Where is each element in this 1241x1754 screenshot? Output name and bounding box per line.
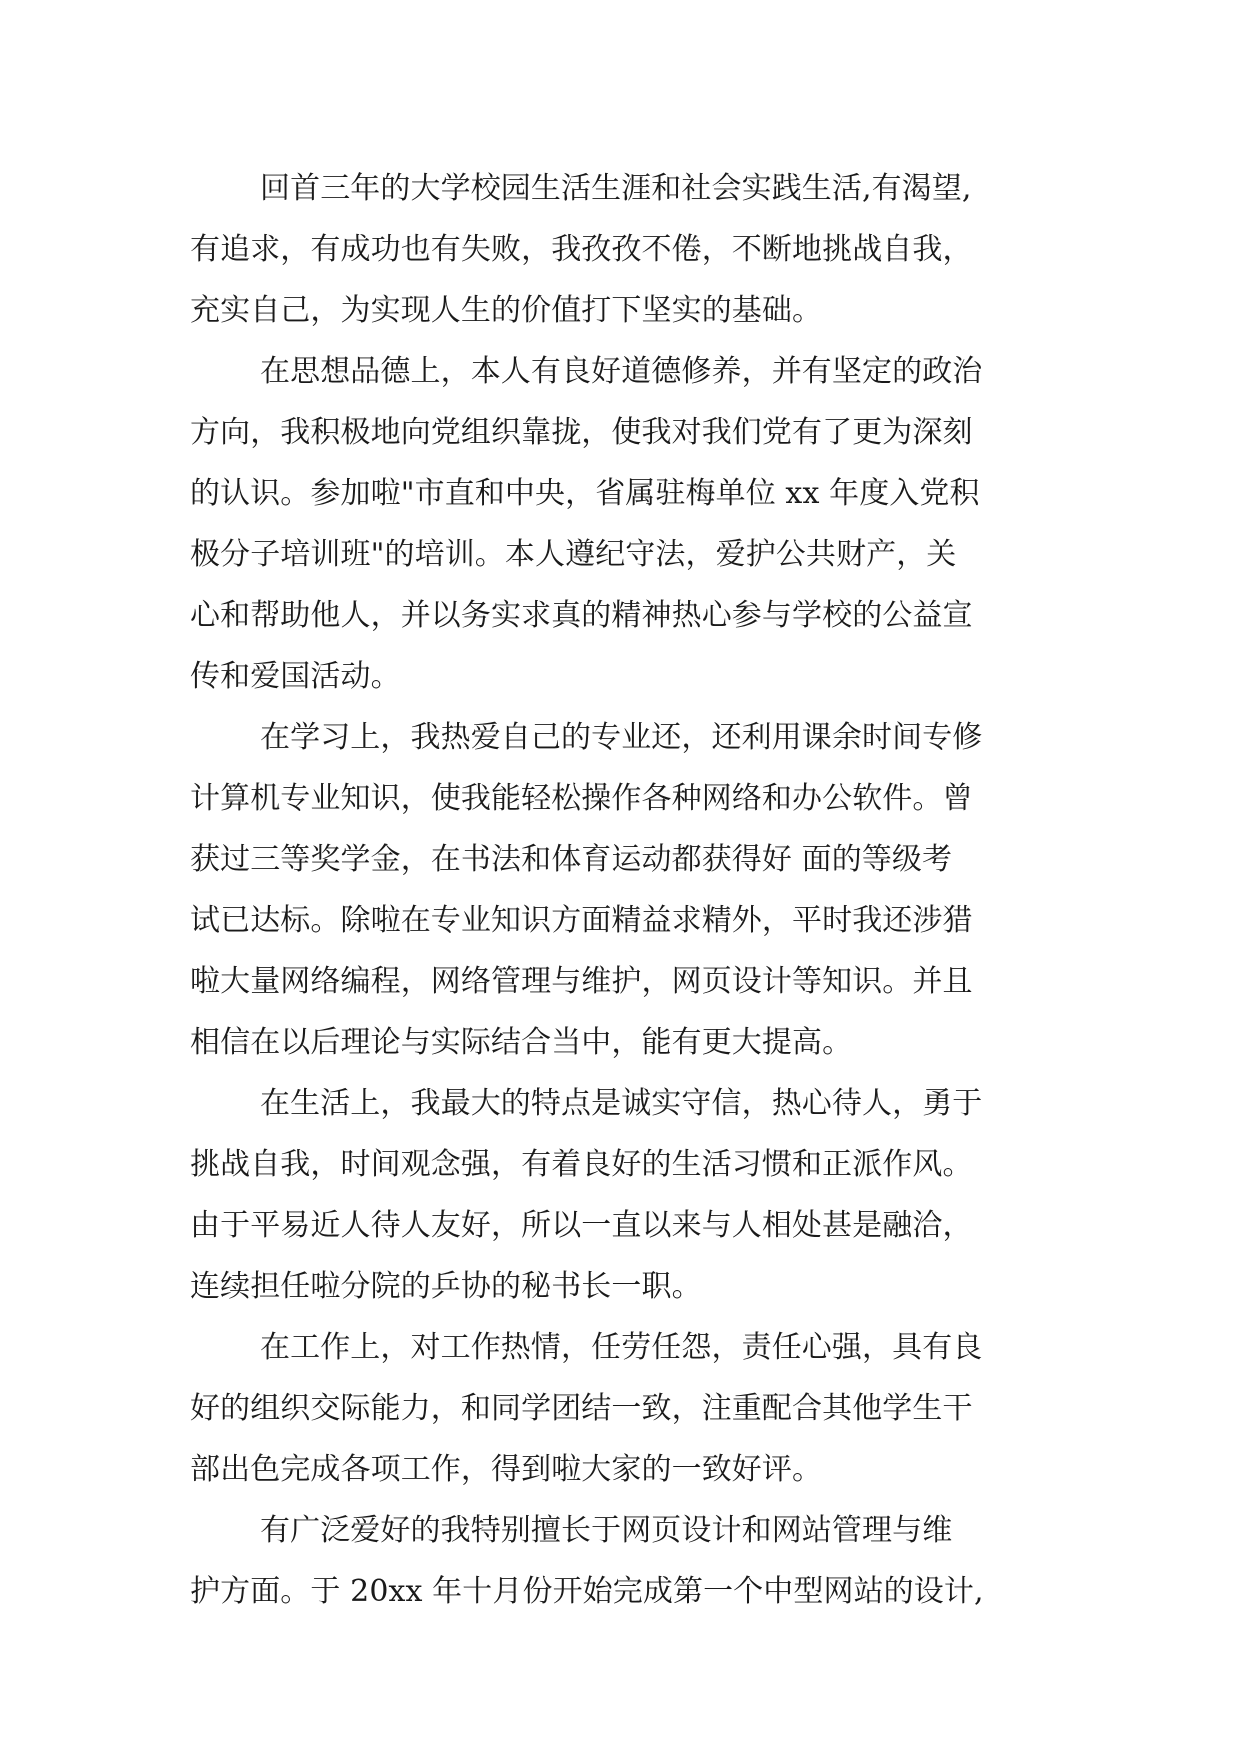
document-body	[190, 158, 1090, 1622]
paragraph-3-line-1: 在学习上，我热爱自己的专业还，还利用课余时间专修	[260, 720, 983, 755]
paragraph-6-line-1: 有广泛爱好的我特别擅长于网页设计和网站管理与维	[260, 1513, 953, 1548]
paragraph-4-line-3: 由于平易近人待人友好，所以一直以来与人相处甚是融洽，	[190, 1208, 973, 1243]
paragraph-5-line-1: 在工作上，对工作热情，任劳任怨，责任心强，具有良	[260, 1330, 983, 1365]
paragraph-6-line-2: 护方面。于 20xx 年十月份开始完成第一个中型网站的设计,	[190, 1574, 984, 1609]
paragraph-1-line-1: 回首三年的大学校园生活生涯和社会实践生活,有渴望,	[260, 171, 972, 206]
paragraph-1-line-3: 充实自己，为实现人生的价值打下坚实的基础。	[190, 293, 823, 328]
paragraph-3-line-3: 获过三等奖学金，在书法和体育运动都获得好 面的等级考	[190, 842, 953, 877]
paragraph-3-line-2: 计算机专业知识，使我能轻松操作各种网络和办公软件。曾	[190, 781, 973, 816]
paragraph-4-line-4: 连续担任啦分院的乒协的秘书长一职。	[190, 1269, 702, 1304]
paragraph-2-line-1: 在思想品德上，本人有良好道德修养，并有坚定的政治	[260, 354, 983, 389]
paragraph-2-line-2: 方向，我积极地向党组织靠拢，使我对我们党有了更为深刻	[190, 415, 973, 450]
paragraph-3-line-6: 相信在以后理论与实际结合当中，能有更大提高。	[190, 1025, 853, 1060]
paragraph-2-line-3: 的认识。参加啦"市直和中央，省属驻梅单位 xx 年度入党积	[190, 476, 980, 511]
paragraph-5-line-2: 好的组织交际能力，和同学团结一致，注重配合其他学生干	[190, 1391, 973, 1426]
paragraph-1-line-2: 有追求，有成功也有失败，我孜孜不倦，不断地挑战自我，	[190, 232, 973, 267]
paragraph-4-line-1: 在生活上，我最大的特点是诚实守信，热心待人，勇于	[260, 1086, 983, 1121]
paragraph-2-line-4: 极分子培训班"的培训。本人遵纪守法，爱护公共财产，关	[190, 537, 957, 572]
paragraph-2-line-5: 心和帮助他人，并以务实求真的精神热心参与学校的公益宣	[190, 598, 973, 633]
paragraph-2-line-6: 传和爱国活动。	[190, 659, 401, 694]
paragraph-4-line-2: 挑战自我，时间观念强，有着良好的生活习惯和正派作风。	[190, 1147, 973, 1182]
paragraph-5-line-3: 部出色完成各项工作，得到啦大家的一致好评。	[190, 1452, 823, 1487]
paragraph-3-line-5: 啦大量网络编程，网络管理与维护，网页设计等知识。并且	[190, 964, 973, 999]
paragraph-3-line-4: 试已达标。除啦在专业知识方面精益求精外，平时我还涉猎	[190, 903, 973, 938]
